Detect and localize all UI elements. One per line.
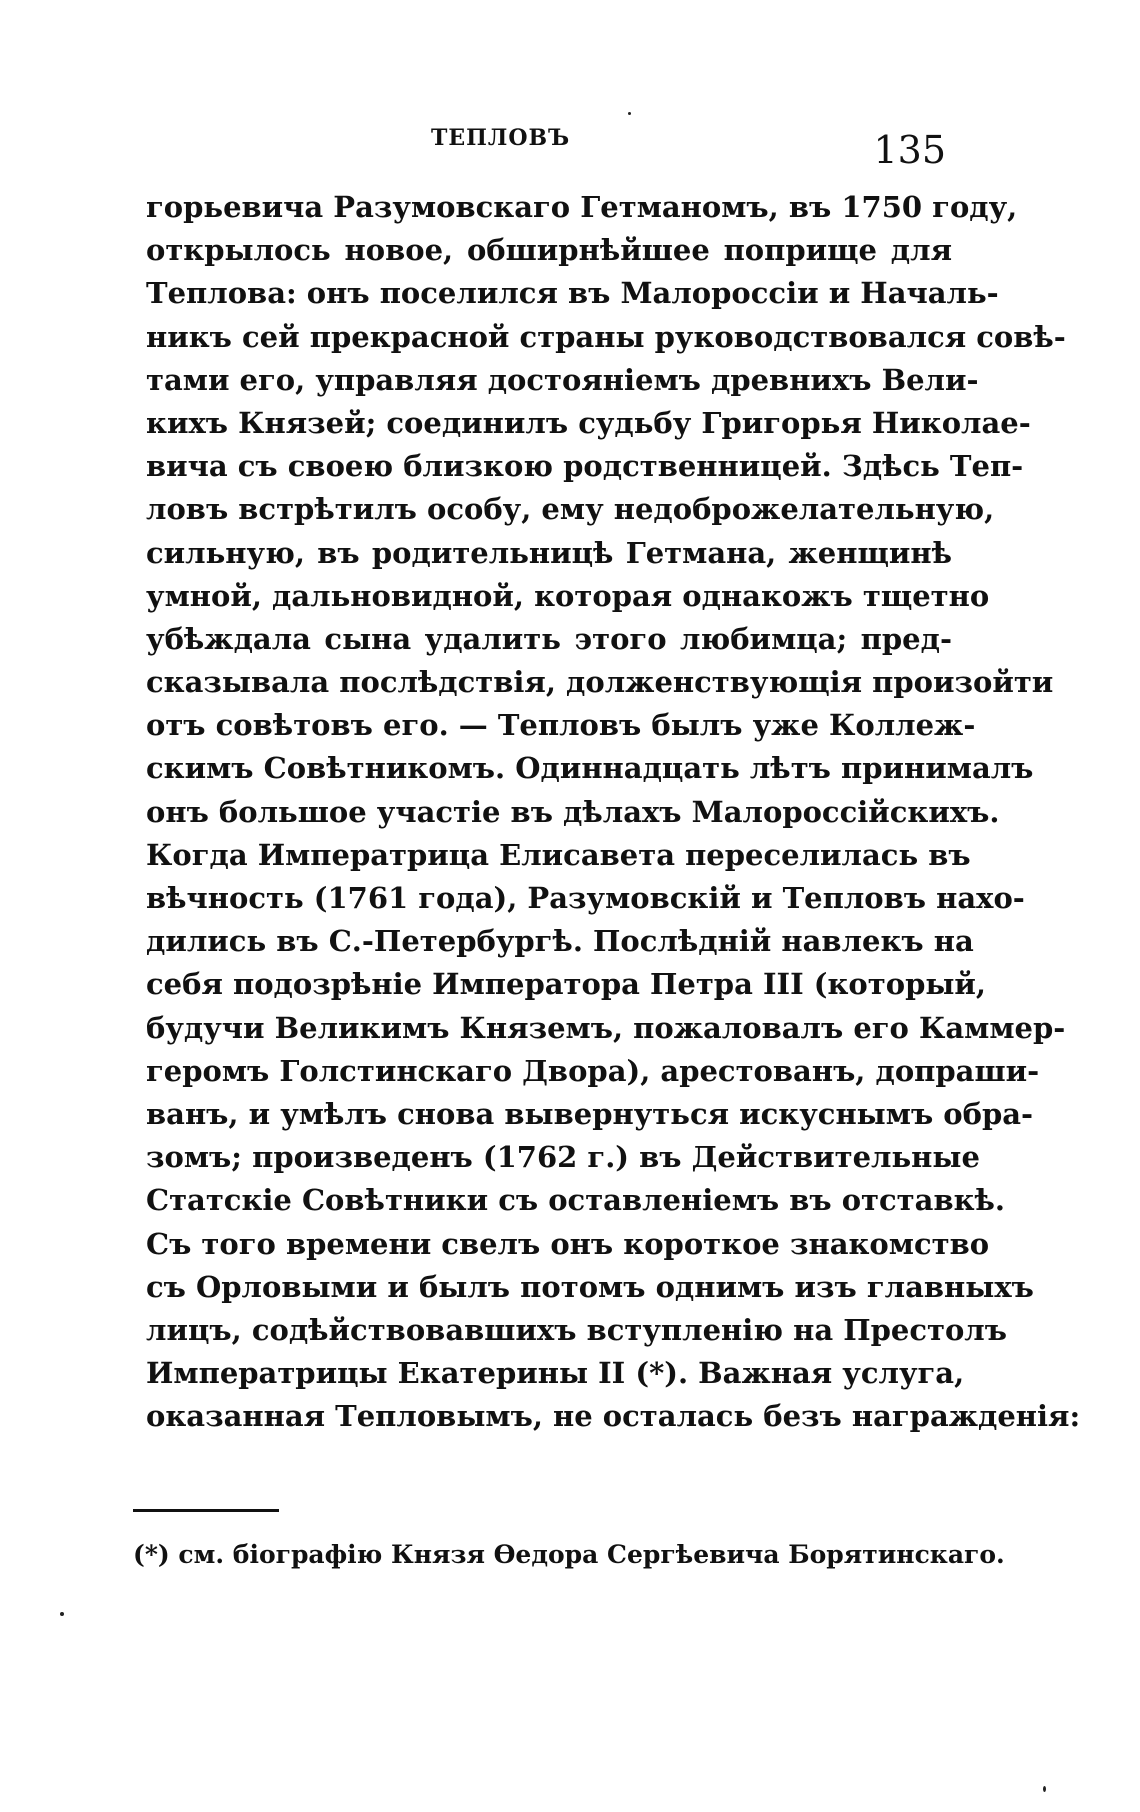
text-line: отъ совѣтовъ его. — Тепловъ былъ уже Коллеж- [146, 708, 976, 743]
text-line: вѣчность (1761 года), Разумовскій и Тепловъ нахо- [146, 881, 1025, 915]
text-line: себя подозрѣніе Императора Петра III (который, [146, 967, 987, 1002]
text-line: лицъ, содѣйствовавшихъ вступленію на Престолъ [146, 1312, 1007, 1347]
text-line: дились въ С.-Петербургѣ. Послѣдній навлекъ на [146, 924, 974, 959]
text-line: будучи Великимъ Княземъ, пожаловалъ его Каммер- [146, 1010, 1066, 1045]
text-line: сильную, въ родительницѣ Гетмана, женщинѣ [146, 535, 952, 570]
text-line: зомъ; произведенъ (1762 г.) въ Действительные [146, 1140, 980, 1175]
text-line: никъ сей прекрасной страны руководствовался совѣ- [146, 319, 1066, 354]
text-line: Императрицы Екатерины II (*). Важная услуга, [146, 1356, 965, 1391]
text-line: горьевича Разумовскаго Гетманомъ, въ 1750 году, [146, 190, 1018, 224]
text-line: Съ того времени свелъ онъ короткое знакомство [146, 1226, 990, 1261]
text-line: ванъ, и умѣлъ снова вывернуться искуснымъ обра- [146, 1096, 1034, 1131]
text-line: сказывала послѣдствія, долженствующія произойти [146, 665, 1054, 700]
text-line: Статскіе Совѣтники съ оставленіемъ въ отставкѣ. [146, 1183, 1006, 1218]
footnote: (*) см. біографію Князя Ѳедора Сергѣевича Борятинскаго. [133, 1540, 1005, 1569]
text-line: вича съ своею близкою родственницей. Здѣсь Теп- [146, 449, 1024, 484]
ink-speck [60, 1612, 64, 1616]
text-line: Когда Императрица Елисавета переселилась въ [146, 837, 971, 872]
ink-speck [1043, 1786, 1046, 1792]
text-line: геромъ Голстинскаго Двора), арестованъ, допраши- [146, 1053, 1040, 1088]
text-line: ловъ встрѣтилъ особу, ему недоброжелательную, [146, 492, 995, 527]
footnote-rule [133, 1509, 279, 1512]
body-text [146, 186, 1081, 1438]
text-line: открылось новое, обширнѣйшее поприще для [146, 233, 952, 268]
text-line: умной, дальновидной, которая однакожъ тщетно [146, 578, 990, 613]
running-head: ТЕПЛОВЪ [431, 125, 571, 151]
text-line: скимъ Совѣтникомъ. Одиннадцать лѣтъ принималъ [146, 751, 1034, 786]
text-line: тами его, управляя достояніемъ древнихъ Вели- [146, 362, 979, 397]
text-line: убѣждала сына удалить этого любимца; пред- [146, 621, 952, 656]
text-line: онъ большое участіе въ дѣлахъ Малороссійскихъ. [146, 794, 1000, 829]
page-number: 135 [873, 128, 946, 172]
text-line: оказанная Тепловымъ, не осталась безъ награжденія: [146, 1399, 1081, 1434]
text-line: Теплова: онъ поселился въ Малороссіи и Началь- [146, 276, 999, 311]
text-line: съ Орловыми и былъ потомъ однимъ изъ главныхъ [146, 1269, 1034, 1304]
text-line: кихъ Князей; соединилъ судьбу Григорья Николае- [146, 405, 1031, 440]
ink-speck [628, 112, 631, 115]
